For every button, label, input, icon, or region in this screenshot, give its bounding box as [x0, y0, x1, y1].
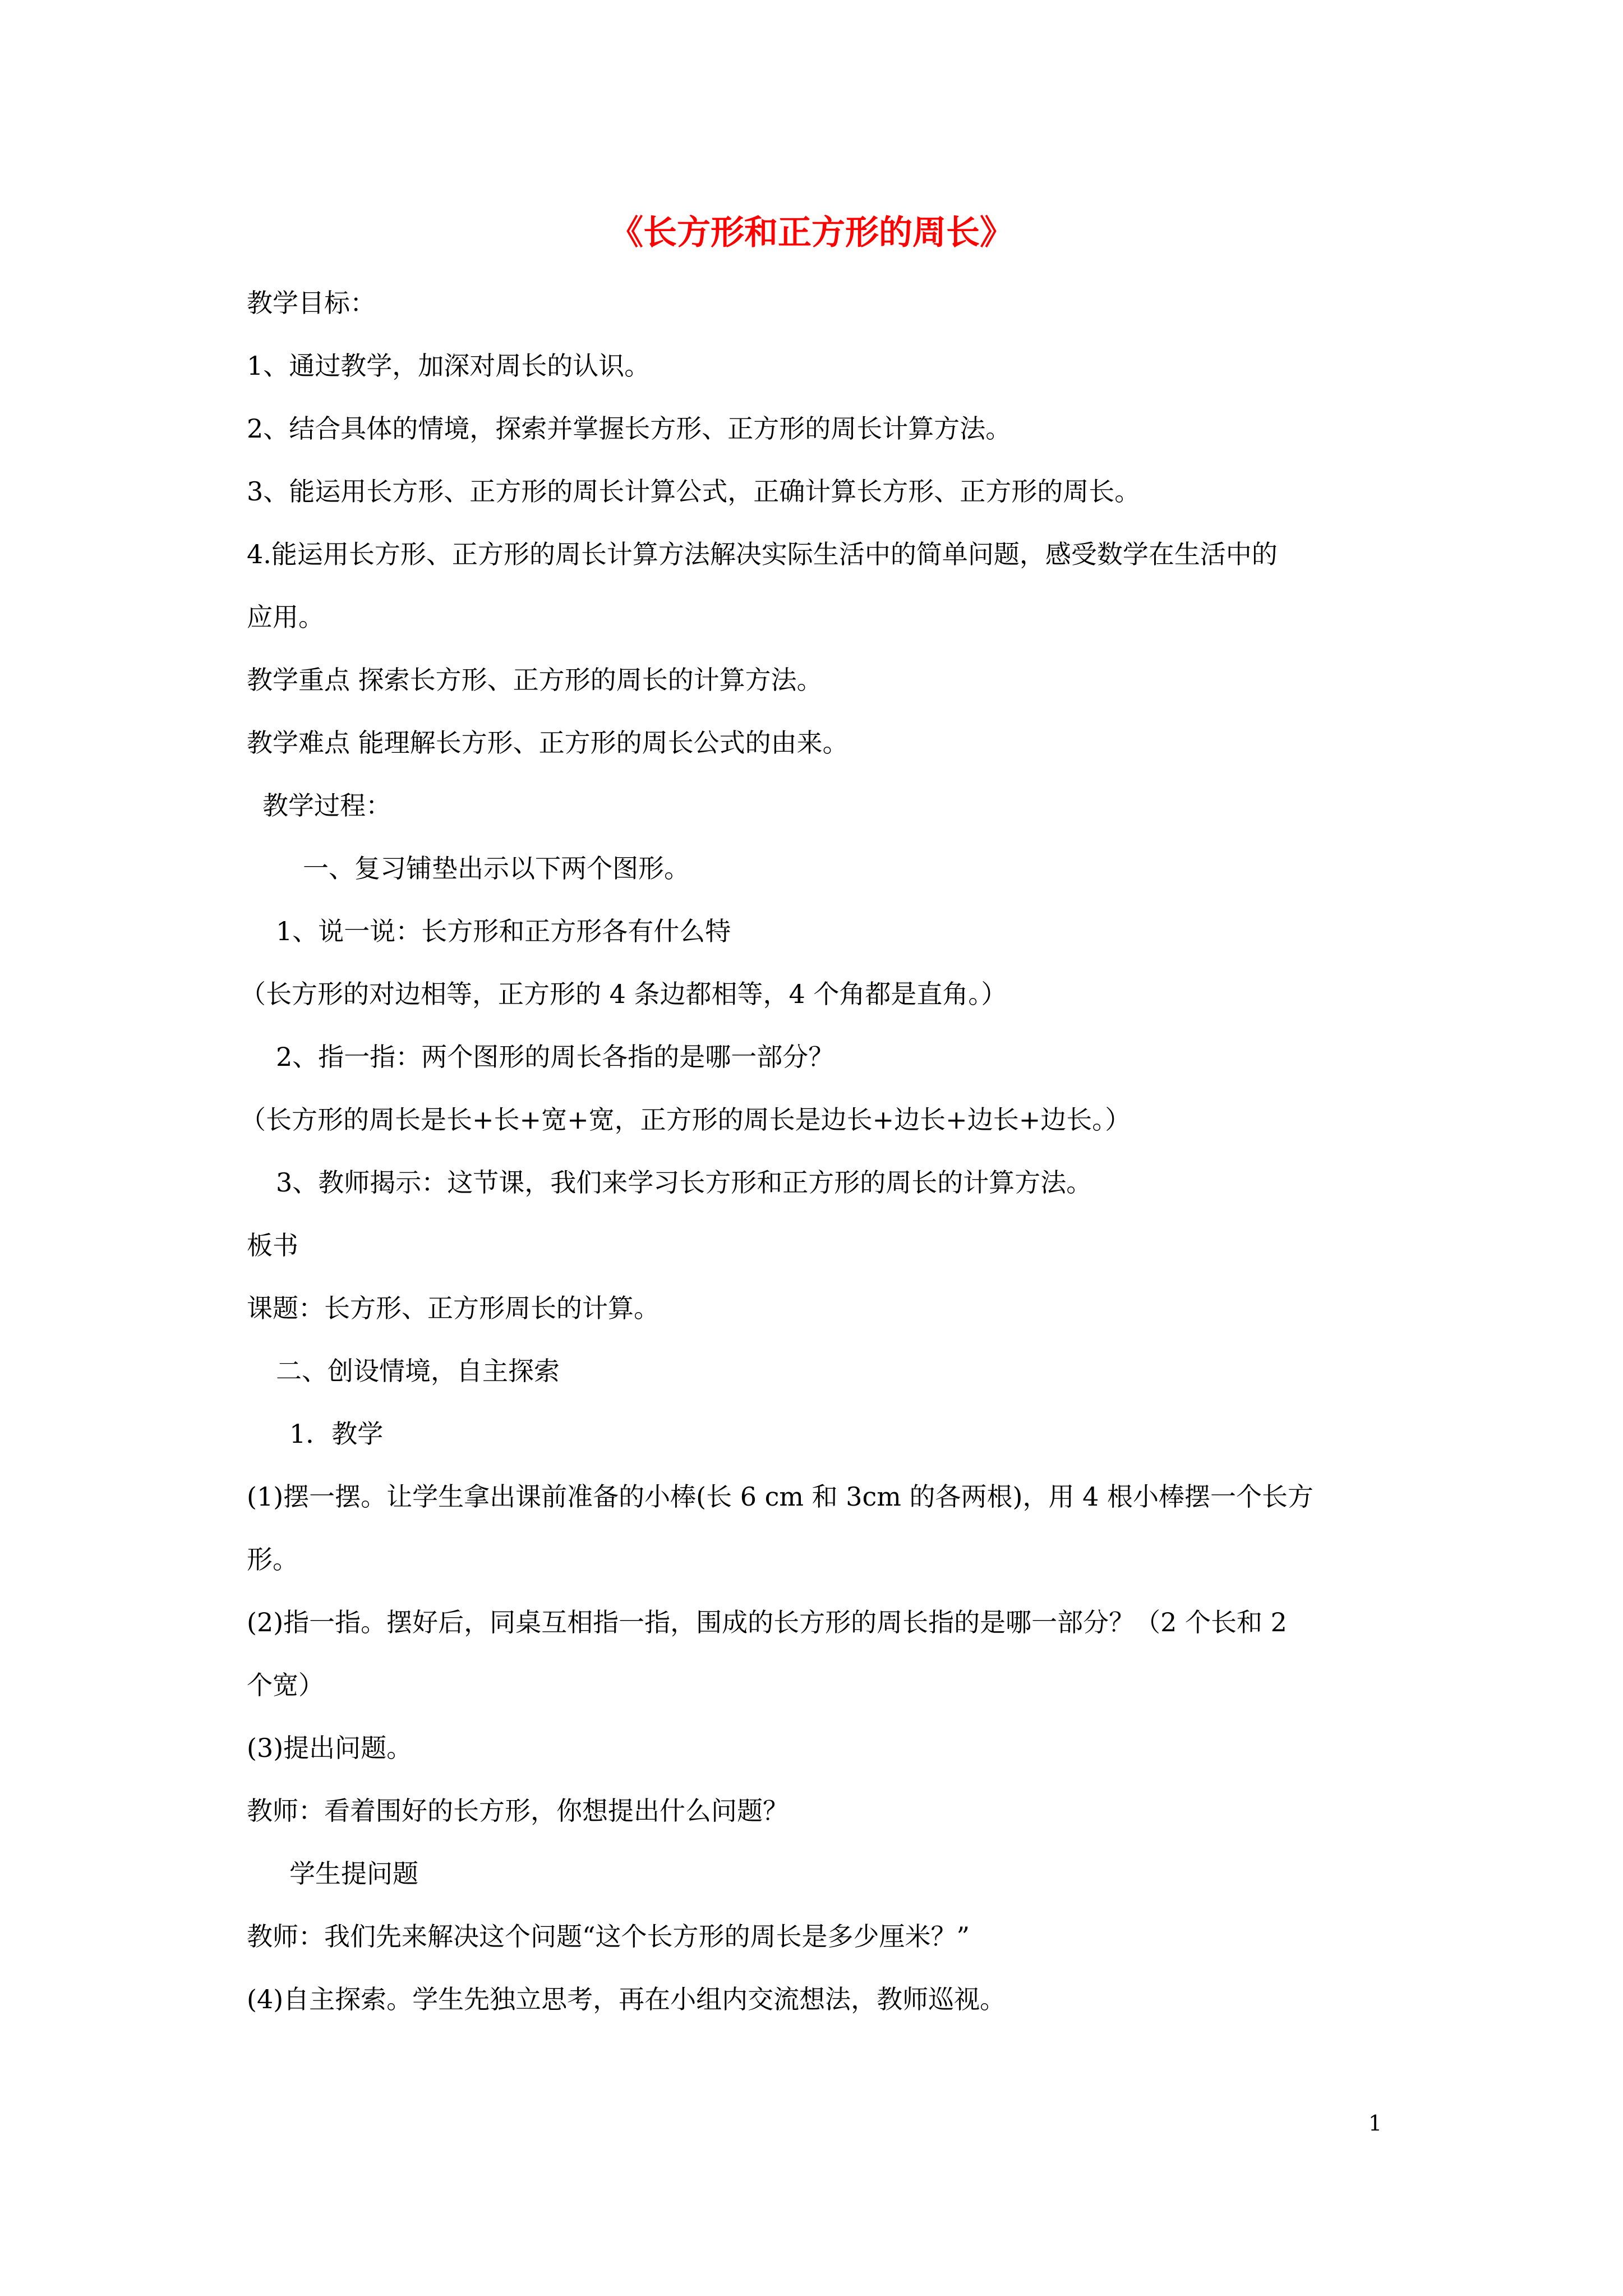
text-line: 教学难点 能理解长方形、正方形的周长公式的由来。: [247, 728, 849, 758]
text-line: (3)提出问题。: [247, 1733, 413, 1763]
text-line: 应用。: [247, 602, 324, 632]
text-line: 1．教学: [289, 1419, 384, 1449]
text-line: 课题：长方形、正方形周长的计算。: [247, 1293, 660, 1323]
text-line: (4)自主探索。学生先独立思考，再在小组内交流想法，教师巡视。: [247, 1984, 1006, 2014]
section-heading: 二、创设情境，自主探索: [276, 1356, 560, 1386]
text-line: 形。: [247, 1544, 298, 1575]
section-heading: 一、复习铺垫出示以下两个图形。: [303, 853, 690, 884]
text-line: 板书: [247, 1230, 298, 1260]
text-line: (2)指一指。摆好后，同桌互相指一指，围成的长方形的周长指的是哪一部分？（2 个长和 2: [247, 1607, 1287, 1637]
text-line: （长方形的对边相等，正方形的 4 条边都相等，4 个角都是直角。）: [240, 979, 1007, 1009]
text-line: 教学重点 探索长方形、正方形的周长的计算方法。: [247, 665, 823, 695]
text-line: 2、结合具体的情境，探索并掌握长方形、正方形的周长计算方法。: [247, 413, 1012, 444]
section-heading: 教学过程：: [262, 790, 391, 821]
text-line: 3、教师揭示：这节课，我们来学习长方形和正方形的周长的计算方法。: [276, 1167, 1092, 1198]
document-title: 《长方形和正方形的周长》: [610, 213, 1013, 252]
text-line: 3、能运用长方形、正方形的周长计算公式，正确计算长方形、正方形的周长。: [247, 476, 1141, 507]
text-line: （长方形的周长是长+长+宽+宽，正方形的周长是边长+边长+边长+边长。）: [240, 1105, 1131, 1135]
text-line: 1、说一说：长方形和正方形各有什么特: [276, 916, 731, 946]
text-line: 教师：我们先来解决这个问题“这个长方形的周长是多少厘米？”: [247, 1921, 970, 1952]
page-number: 1: [1368, 2111, 1382, 2136]
text-line: 4.能运用长方形、正方形的周长计算方法解决实际生活中的简单问题，感受数学在生活中的: [247, 539, 1278, 569]
text-line: 教师：看着围好的长方形，你想提出什么问题？: [247, 1796, 789, 1826]
text-line: 教学目标：: [247, 288, 376, 318]
text-line: (1)摆一摆。让学生拿出课前准备的小棒(长 6 cm 和 3cm 的各两根)，用 4 根小棒摆一个长方: [247, 1481, 1313, 1512]
text-line: 个宽）: [247, 1670, 324, 1700]
text-line: 学生提问题: [289, 1858, 418, 1889]
text-line: 2、指一指：两个图形的周长各指的是哪一部分？: [276, 1042, 834, 1072]
text-line: 1、通过教学，加深对周长的认识。: [247, 351, 651, 381]
